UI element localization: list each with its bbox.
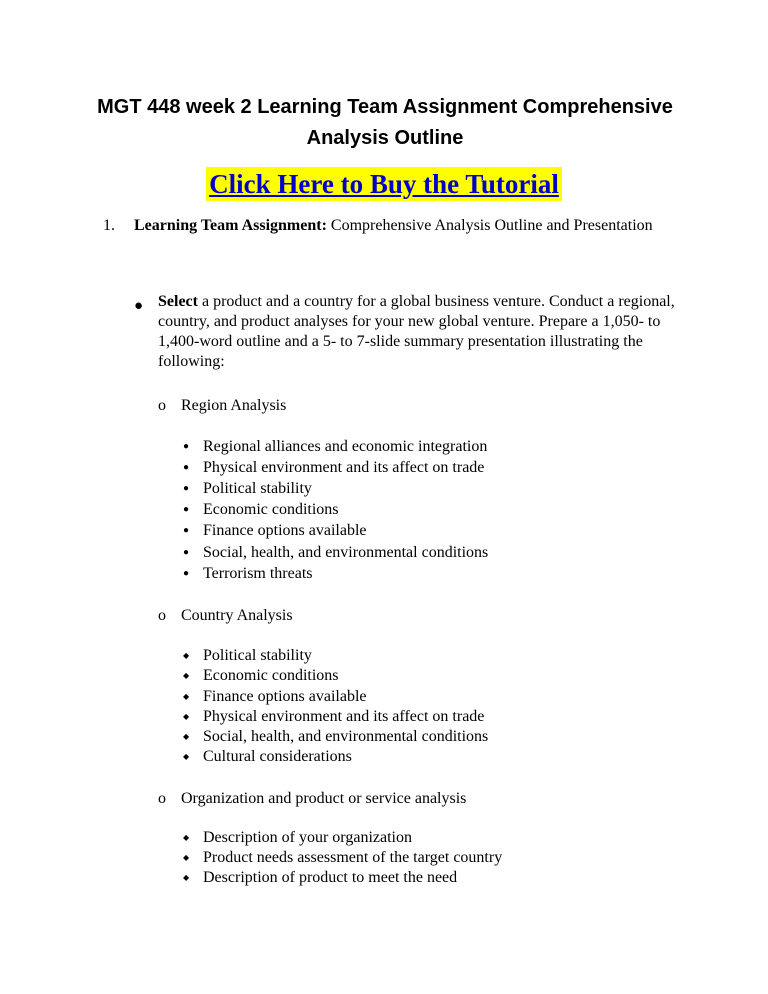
list-item: [180, 666, 680, 688]
list-item: [180, 707, 680, 729]
list-item: [180, 458, 680, 480]
list-item-text: Description of product to meet the need: [203, 869, 458, 886]
bullet-icon: [180, 707, 203, 729]
buy-tutorial-link[interactable]: Click Here to Buy the Tutorial: [206, 167, 562, 201]
list-item-text: Finance options available: [203, 688, 367, 705]
bullet-icon: [180, 564, 203, 586]
list-item: [180, 687, 680, 709]
bullet-icon: [180, 747, 203, 769]
list-item: [180, 727, 680, 749]
list-item-text: Physical environment and its affect on trade: [203, 459, 485, 476]
list-item: [180, 747, 680, 769]
list-item: [180, 564, 680, 586]
list-item-text: Social, health, and environmental conditions: [203, 544, 489, 561]
list-item-text: Political stability: [203, 480, 312, 497]
instructions-paragraph: [158, 292, 688, 372]
section-marker: o: [158, 397, 166, 414]
document-title: [60, 92, 710, 154]
section-marker: o: [158, 607, 166, 624]
bullet-icon: [180, 543, 203, 565]
list-item-text: Product needs assessment of the target country: [203, 849, 503, 866]
list-item: [180, 479, 680, 501]
assignment-text: Comprehensive Analysis Outline and Presentation: [326, 217, 653, 234]
list-item-text: Finance options available: [203, 522, 367, 539]
assignment-heading: [134, 216, 674, 236]
title-line-2: Analysis Outline: [306, 127, 464, 149]
list-item-text: Economic conditions: [203, 501, 339, 518]
list-item: [180, 828, 680, 850]
list-item: [180, 521, 680, 543]
list-number: 1.: [103, 217, 115, 234]
list-item: [180, 848, 680, 870]
list-item-text: Description of your organization: [203, 829, 412, 846]
bullet-icon: [180, 828, 203, 850]
cta-container: [0, 167, 768, 201]
list-item-text: Regional alliances and economic integration: [203, 438, 488, 455]
bullet-icon: [180, 458, 203, 480]
bullet-icon: [180, 666, 203, 688]
bullet-icon: [180, 521, 203, 543]
section-title-organization: Organization and product or service analysis: [181, 790, 467, 807]
list-item: [180, 500, 680, 522]
list-item: [180, 646, 680, 668]
list-item: [180, 543, 680, 565]
list-item: [180, 868, 680, 890]
title-line-1: MGT 448 week 2 Learning Team Assignment Comprehensive: [97, 96, 673, 118]
bullet-icon: [180, 868, 203, 890]
bullet-icon: [180, 500, 203, 522]
bullet-icon: [180, 479, 203, 501]
bullet-icon: [180, 646, 203, 668]
list-item-text: Cultural considerations: [203, 748, 352, 765]
bullet-icon: [180, 687, 203, 709]
instructions-text: a product and a country for a global business venture. Conduct a regional, country, and product analyses for your new global venture. Prepare a 1,050- to 1,400-word outline and a 5- to 7-slide summary presentation illustrating the following:: [158, 293, 675, 370]
list-item: [180, 437, 680, 459]
instructions-bold: Select: [158, 293, 198, 310]
list-item-text: Social, health, and environmental conditions: [203, 728, 489, 745]
list-item-text: Economic conditions: [203, 667, 339, 684]
section-title-country: Country Analysis: [181, 607, 293, 624]
list-item-text: Political stability: [203, 647, 312, 664]
section-title-region: Region Analysis: [181, 397, 287, 414]
bullet-icon: ●: [134, 298, 144, 314]
bullet-icon: [180, 727, 203, 749]
assignment-label: Learning Team Assignment:: [134, 217, 327, 234]
list-item-text: Physical environment and its affect on trade: [203, 708, 485, 725]
section-marker: o: [158, 790, 166, 807]
list-item-text: Terrorism threats: [203, 565, 313, 582]
bullet-icon: [180, 848, 203, 870]
bullet-icon: [180, 437, 203, 459]
